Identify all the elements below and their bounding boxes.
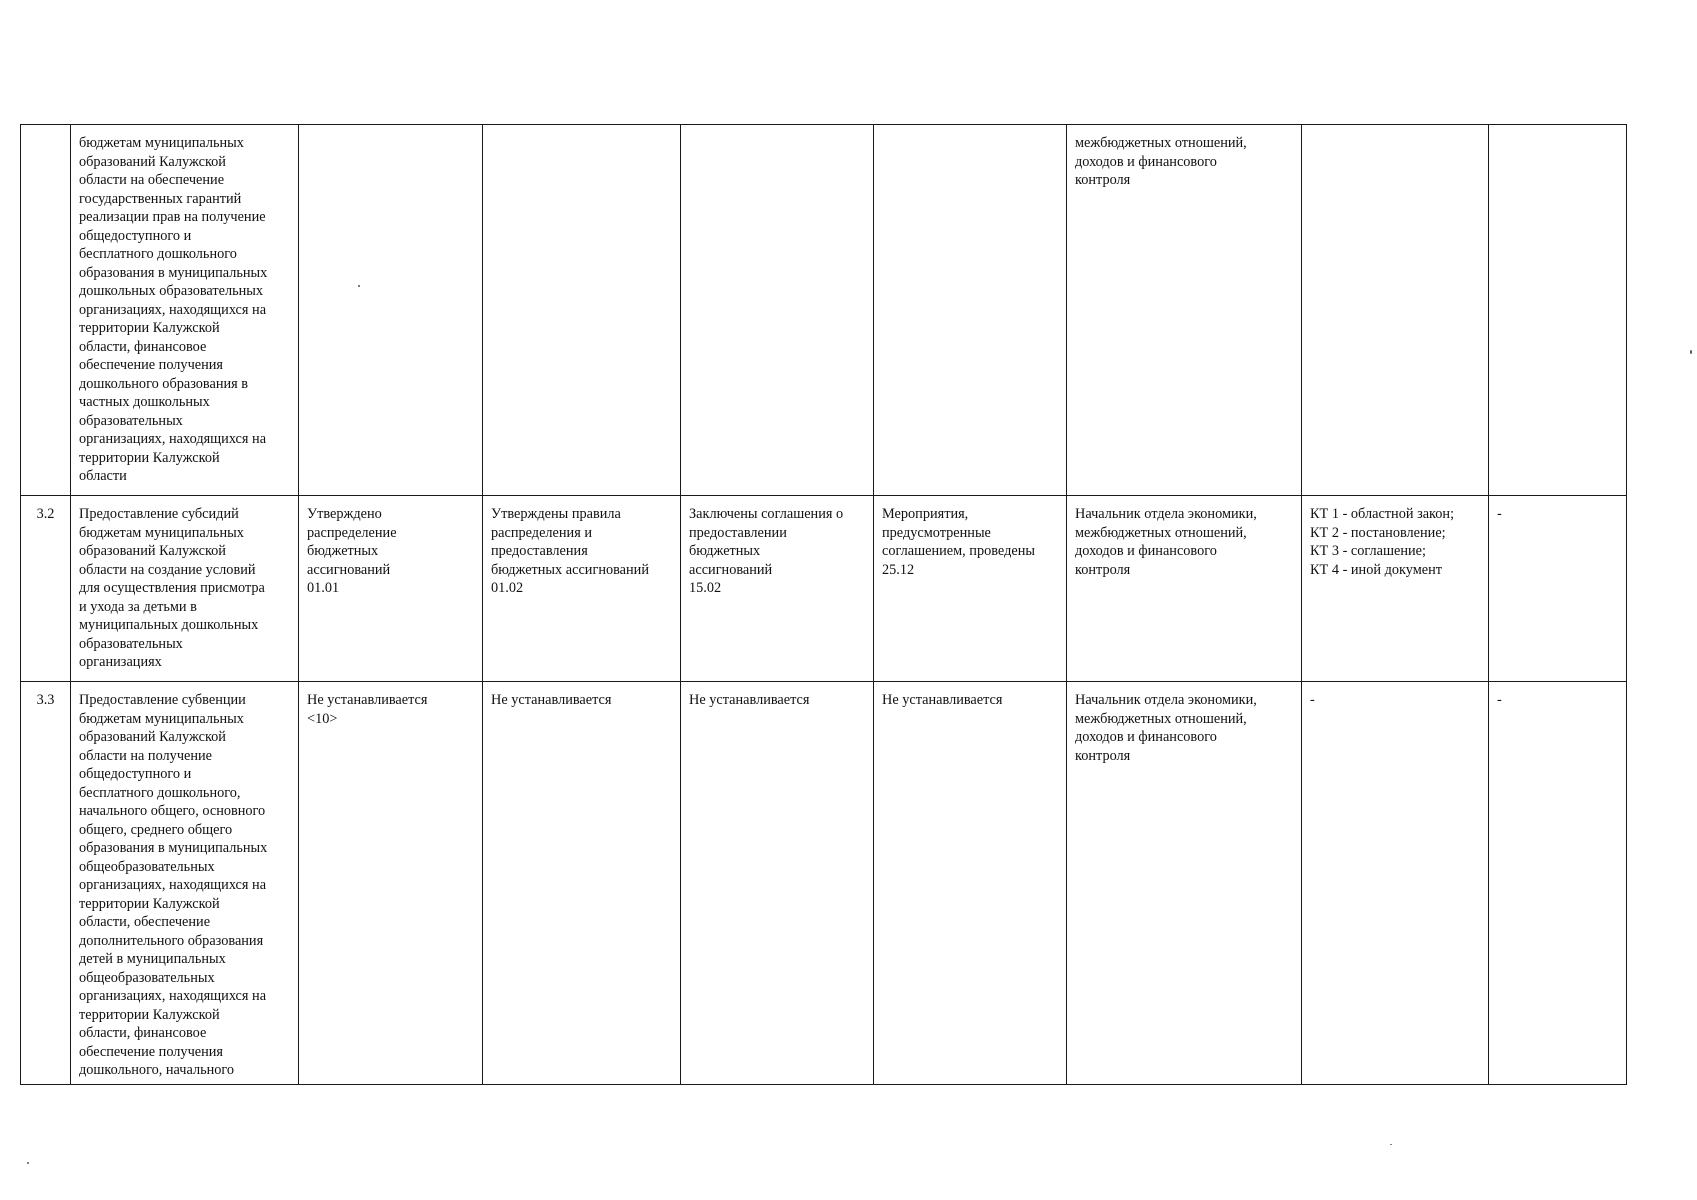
cell-text-line: - [1497, 506, 1502, 522]
cell-text-line: Не устанавливается [307, 692, 428, 708]
cell-text-line: бюджетных [307, 543, 379, 559]
cell-text-line: реализации прав на получение [79, 209, 266, 225]
cell-text-line: дошкольных образовательных [79, 283, 264, 299]
cell-text-line: 15.02 [689, 580, 722, 596]
control-point-3-cell [681, 496, 874, 682]
cell-text-line: области [79, 468, 127, 484]
cell-text-line: организациях, находящихся на [79, 877, 267, 893]
cell-text-line: дошкольного, начального [79, 1062, 235, 1078]
cell-text-line: области на получение [79, 747, 213, 764]
cell-text-line: 01.02 [491, 580, 524, 596]
cell-text-line: бюджетных ассигнований [491, 561, 649, 578]
cell-text-line: доходов и финансового [1075, 729, 1217, 745]
cell-text-line: предусмотренные [882, 524, 991, 541]
cell-text-line: Предоставление субвенции [79, 692, 246, 708]
cell-text-line: КТ 2 - постановление; [1310, 524, 1446, 541]
cell-text-line: организациях, находящихся на [79, 301, 267, 318]
cell-text-line: области, финансовое [79, 338, 207, 355]
cell-text-line: области, обеспечение [79, 914, 211, 930]
cell-text-line: межбюджетных отношений, [1075, 524, 1247, 541]
cell-text-line: КТ 1 - областной закон; [1310, 506, 1455, 522]
scan-speck [358, 285, 360, 287]
cell-text-line: контроля [1075, 747, 1131, 764]
cell-text-line: Не устанавливается [491, 692, 612, 708]
cell-text-line: соглашением, проведены [882, 543, 1035, 559]
extra-cell [1489, 496, 1627, 682]
cell-text-line: бюджетам муниципальных [79, 524, 244, 541]
cell-text-line: организациях [79, 654, 162, 670]
cell-text-line: межбюджетных отношений, [1075, 135, 1247, 151]
cell-text-line: Мероприятия, [882, 506, 969, 522]
cell-text-line: организациях, находящихся на [79, 431, 267, 447]
cell-text-line: обеспечение получения [79, 357, 223, 373]
control-point-2-cell [483, 496, 681, 682]
control-point-4-cell [874, 125, 1067, 496]
cell-text-line: распределение [307, 524, 397, 541]
cell-text-line: распределения и [491, 524, 592, 541]
cell-text-line: бесплатного дошкольного, [79, 784, 241, 801]
cell-text-line: детей в муниципальных [79, 951, 226, 967]
cell-text-line: организациях, находящихся на [79, 988, 267, 1004]
cell-text-line: 25.12 [882, 561, 915, 578]
scan-speck [1690, 350, 1692, 354]
cell-text-line: КТ 3 - соглашение; [1310, 543, 1426, 559]
extra-cell [1489, 682, 1627, 1085]
cell-text-line: дошкольного образования в [79, 375, 249, 392]
cell-text-line: Утверждено [307, 506, 382, 522]
cell-text-line: образовательных [79, 635, 183, 652]
control-point-3-cell [681, 125, 874, 496]
event-name-cell [71, 496, 299, 682]
cell-text-line: общеобразовательных [79, 969, 215, 986]
cell-text-line: предоставления [491, 543, 588, 559]
cell-text-line: ассигнований [307, 561, 391, 578]
row-number-cell [21, 125, 71, 496]
cell-text-line: обеспечение получения [79, 1043, 223, 1060]
responsible-cell [1067, 125, 1302, 496]
cell-text-line: и ухода за детьми в [79, 598, 197, 615]
cell-text-line: для осуществления присмотра [79, 580, 265, 596]
cell-text-line: Предоставление субсидий [79, 506, 239, 522]
cell-text-line: бюджетам муниципальных [79, 710, 244, 727]
cell-text-line: образований Калужской [79, 153, 226, 170]
cell-text-line: частных дошкольных [79, 394, 210, 410]
document-type-cell [1302, 496, 1489, 682]
cell-text-line: ассигнований [689, 561, 773, 578]
table-row [21, 682, 1627, 1085]
document-type-cell [1302, 125, 1489, 496]
plan-table [20, 124, 1627, 1085]
cell-text-line: контроля [1075, 561, 1131, 578]
control-point-2-cell [483, 682, 681, 1085]
cell-text-line: Заключены соглашения о [689, 506, 844, 522]
table-row [21, 496, 1627, 682]
extra-cell [1489, 125, 1627, 496]
responsible-cell [1067, 496, 1302, 682]
cell-text-line: области на создание условий [79, 561, 256, 578]
cell-text-line: образования в муниципальных [79, 264, 268, 281]
cell-text-line: территории Калужской [79, 320, 220, 336]
cell-text-line: образовательных [79, 412, 183, 429]
cell-text-line: области, финансовое [79, 1025, 207, 1041]
control-point-2-cell [483, 125, 681, 496]
cell-text-line: начального общего, основного [79, 803, 266, 819]
cell-text-line: общеобразовательных [79, 858, 215, 875]
cell-text-line: дополнительного образования [79, 932, 264, 949]
control-point-1-cell [299, 496, 483, 682]
table-body [21, 125, 1627, 1085]
cell-text-line: контроля [1075, 172, 1131, 188]
cell-text-line: территории Калужской [79, 1006, 220, 1023]
cell-text-line: общедоступного и [79, 227, 192, 244]
cell-text-line: межбюджетных отношений, [1075, 710, 1247, 727]
cell-text-line: <10> [307, 710, 338, 727]
table-row [21, 125, 1627, 496]
scan-speck [27, 1162, 29, 1164]
cell-text-line: Начальник отдела экономики, [1075, 692, 1257, 708]
control-point-1-cell [299, 125, 483, 496]
cell-text-line: Не устанавливается [689, 692, 810, 708]
cell-text-line: общего, среднего общего [79, 821, 233, 838]
responsible-cell [1067, 682, 1302, 1085]
cell-text-line: - [1497, 692, 1502, 708]
cell-text-line: доходов и финансового [1075, 543, 1217, 559]
row-number-cell: 3.3 [21, 682, 71, 1085]
control-point-4-cell [874, 682, 1067, 1085]
cell-text-line: 01.01 [307, 580, 340, 596]
event-name-cell [71, 682, 299, 1085]
row-number-cell: 3.2 [21, 496, 71, 682]
control-point-1-cell [299, 682, 483, 1085]
cell-text-line: Не устанавливается [882, 692, 1003, 708]
cell-text-line: области на обеспечение [79, 172, 225, 188]
cell-text-line: муниципальных дошкольных [79, 617, 259, 633]
control-point-4-cell [874, 496, 1067, 682]
cell-text-line: бюджетам муниципальных [79, 135, 244, 151]
cell-text-line: территории Калужской [79, 895, 220, 912]
document-type-cell [1302, 682, 1489, 1085]
cell-text-line: Утверждены правила [491, 506, 621, 522]
cell-text-line: предоставлении [689, 524, 787, 541]
cell-text-line: образования в муниципальных [79, 840, 268, 856]
cell-text-line: бесплатного дошкольного [79, 246, 237, 262]
cell-text-line: Начальник отдела экономики, [1075, 506, 1257, 522]
control-point-3-cell [681, 682, 874, 1085]
cell-text-line: образований Калужской [79, 729, 226, 745]
event-name-cell [71, 125, 299, 496]
cell-text-line: территории Калужской [79, 449, 220, 466]
scan-speck [1390, 1144, 1392, 1145]
cell-text-line: образований Калужской [79, 543, 226, 559]
cell-text-line: государственных гарантий [79, 190, 242, 207]
cell-text-line: общедоступного и [79, 766, 192, 782]
cell-text-line: бюджетных [689, 543, 761, 559]
cell-text-line: КТ 4 - иной документ [1310, 561, 1442, 578]
cell-text-line: - [1310, 692, 1315, 708]
cell-text-line: доходов и финансового [1075, 153, 1217, 170]
